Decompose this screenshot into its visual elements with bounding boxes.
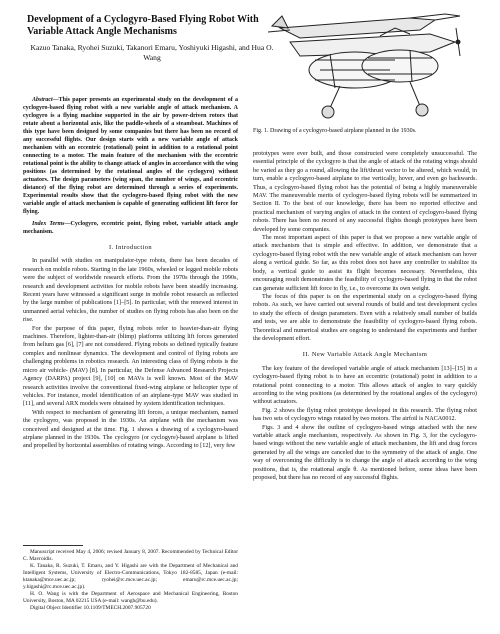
footnote-divider — [23, 545, 83, 546]
left-column — [23, 96, 238, 451]
figure-1-cyclogyro-airplane — [260, 8, 474, 124]
footnote-affiliation-1: K. Tanaka, R. Suzuki, T. Emaru, and Y. Higashi are with the Department of Mechanical and Intelligent Systems, University of Electro-Communications, Tokyo 182-8585, Japan (e-mail: ktanaka@mce.uec.ac.jp; ryohei@rc.mce.uec.ac.jp; emaru@rc.mce.uec.ac.jp; y.higashi@rc.mce.uec.ac.jp). — [23, 563, 238, 590]
footnote-received: Manuscript received May 4, 2006; revised January 8, 2007. Recommended by Technical Editor C. Mavroidis. — [23, 549, 238, 562]
abstract: Abstract—This paper presents an experimental study on the development of a cyclogyro-based flying robot with a new variable angle of attack mechanism. A cyclogyro is a flying machine supported in the air by power-driven rotors that rotate about a horizontal axis, like the paddle-wheels of a steamboat. Machines of this type have been designed by some companies but there has been no record of any successful flights. Our design starts with a new variable angle of attack mechanism with an eccentric (rotational) point in addition to a rotational point connecting to a motor. The main feature of the mechanism with the eccentric rotational point is the ability to change attack of angles in accordance with the wing positions (as determined by the rotational angles of the cyclogyro) without actuators. The design parameters (wing span, the number of wings, and eccentric distance) of the flying robot are determined through a series of experiments. Experimental results show that the cyclogyro-based flying robot with the new variable angle of attack mechanism is capable of generating sufficient lift force for flying. — [23, 97, 238, 215]
right-paragraph-1: prototypes were ever built, and those constructed were completely unsuccessful. The essential principle of the cyclogyro is that the angle of attack of the rotating wings should be varied as they go a round, allowing the lift/thrust vector to be altered, which would, in turn, enable a cyclogyro-based airplane to rise vertically, hover, and even go backwards. Thus, a cyclogyro-based flying robot has the potential of being a highly maneuverable MAV. The maneuverable merits of cyclogyro-based flying robots will be summarized in Section II. To the best of our knowledge, there has been no reported effective and practical mechanism of varying angles of attack in the context of cyclogyro-based flying robots. There has been no record of any successful flights though prototypes have been developed by some companies. — [253, 150, 477, 233]
paper-title: Development of a Cyclogyro-Based Flying Robot With Variable Attack Angle Mechanisms — [27, 14, 259, 37]
intro-paragraph-1: In parallel with studies on manipulator-type robots, there has been decades of research on mobile robots. Starting in the late 1960s, wheeled or legged mobile robots were the subject of worldwide research efforts. From the 1970s through the 1990s, research and development activities for mobile robots have been steadily increasing. Recent years have witnessed a significant surge in mobile robot research as reflected by the large number of publications [1]–[5]. In particular, with the renewed interest in unmanned aerial vehicles, the number of studies on flying robots has also been on the rise. — [23, 257, 238, 324]
footnote-affiliation-2: H. O. Wang is with the Department of Aerospace and Mechanical Engineering, Boston University, Boston, MA 02215 USA (e-mail: wangh@bu.edu). — [23, 591, 238, 604]
figure-1-caption: Fig. 1. Drawing of a cyclogyro-based airplane planned in the 1930s. — [253, 128, 417, 134]
intro-paragraph-3: With respect to mechanism of generating lift forces, a unique mechanism, named the cyclogyro, was proposed in the 1930s. An airplane with the mechanism was conceived and designed at the time. Fig. 1 shows a drawing of a cyclogyro-based airplane planned in the 1930s. The cyclogyro (or cyclogyre)-based airplane is lifted and propelled by horizontal assemblies of rotating wings. According to [12], very few — [23, 408, 238, 450]
right-paragraph-4: The key feature of the developed variable angle of attack mechanism [13]–[15] in a cyclogyro-based flying robot is to have an eccentric (rotational) point in addition to a rotational point connecting to a motor. This allows attack of angles to vary quickly according to the wing positions (as determined by the rotational angles of the cyclogyro) without actuators. — [253, 364, 477, 406]
abstract-lead: Abstract — [32, 97, 53, 103]
right-paragraph-6: Figs. 3 and 4 show the outline of cyclogyro-based wings attached with the new variable attack angle mechanism, respectively. As shown in Fig. 3, for the cyclogyro-based wings without the new variable angle of attack mechanism, the lift and drag forces generated by all the wings are canceled due to the symmetry of the attack of angle. One way of overcoming the difficulty is to change the angle of attack according to the wing positions, that is, the rotational angle θ. As mentioned before, some ideas have been proposed, but there has no record of any successful flights. — [253, 423, 477, 482]
section-heading-introduction: I. Introduction — [109, 244, 152, 251]
footnotes — [23, 549, 238, 612]
intro-paragraph-2: For the purpose of this paper, flying robots refer to heavier-than-air flying machines. Therefore, lighter-than-air (blimp) platforms utilizing lift forces generated from helium gas [6], [7] are not considered. Flying robots so defined typically feature complex and nonlinear dynamics. The development and control of flying robots are challenging problems in robotics research. An interesting class of flying robots is the micro air vehicle- (MAV) [8]. In particular, the Defense Advanced Research Projects Agency (DARPA) project [9], [10] on MAVs is well known. Most of the MAV research activities involve the conventional fixed-wing airplane or helicopter type of vehicles. For instance, model identification of an airplane-type MAV was studied in [11], and several ARX models were obtained by system identification techniques. — [23, 324, 238, 408]
right-column — [253, 150, 477, 482]
abstract-text: This paper presents an experimental study on the development of a cyclogyro-based flying robot with a new variable angle of attack mechanism. A cyclogyro is a flying machine supported in the air by power-driven rotors that rotate about a horizontal axis, like the paddle-wheels of a steamboat. Machines of this type have been designed by some companies but there has been no record of any successful flights. Our design starts with a new variable angle of attack mechanism with an eccentric (rotational) point in addition to a rotational point connecting to a motor. The main feature of the mechanism with the eccentric rotational point is the ability to change attack of angles in accordance with the wing positions (as determined by the rotational angles of the cyclogyro) without actuators. The design parameters (wing span, the number of wings, and eccentric distance) of the flying robot are determined through a series of experiments. Experimental results show that the cyclogyro-based flying robot with the new variable angle of attack mechanism is capable of generating sufficient lift force for flying. — [23, 97, 238, 215]
section-heading-mechanism: II. New Variable Attack Angle Mechanism — [302, 351, 428, 359]
index-terms: Index Terms—Cyclogyro, eccentric point, flying robot, variable attack angle mechanism. — [23, 221, 238, 235]
index-terms-text: Cyclogyro, eccentric point, flying robot, variable attack angle mechanism. — [23, 221, 238, 235]
index-terms-lead: Index Terms — [32, 221, 65, 227]
author-list: Kazuo Tanaka, Ryohei Suzuki, Takanori Emaru, Yoshiyuki Higashi, and Hua O. Wang — [30, 43, 274, 62]
cyclogyro-airplane-drawing — [260, 8, 474, 124]
footnote-doi: Digital Object Identifier 10.1109/TMECH.2007.905720 — [30, 605, 151, 611]
right-paragraph-5: Fig. 2 shows the flying robot prototype developed in this research. The flying robot has two sets of cyclogyro wings rotated by two motors. The airfoil is NACA0012. — [253, 406, 477, 423]
right-paragraph-2: The most important aspect of this paper is that we propose a new variable angle of attack mechanism that is simple and effective. In addition, we demonstrate that a cyclogyro-based flying robot with the new variable angle of attack mechanism can hover along a vertical guide. So far, as this robot does not have any controller to stabilize its body, a vertical guide to assist its flight becomes necessary. Nevertheless, this encouraging result demonstrates the feasibility of cyclogyro-based flying in that the robot can generate sufficient lift force to fly, i.e., to overcome its own weight. — [253, 234, 477, 292]
right-paragraph-3: The focus of this paper is on the experimental study on a cyclogyro-based flying robots. As such, we have carried out several rounds of build and test development cycles to study the effects of design parameters. Even with a relatively small number of builds and tests, we are able to demonstrate the feasibility of cyclogyro-based flying robots. Theoretical and numerical studies are ongoing to understand the experiments and further the development effort. — [253, 292, 477, 342]
